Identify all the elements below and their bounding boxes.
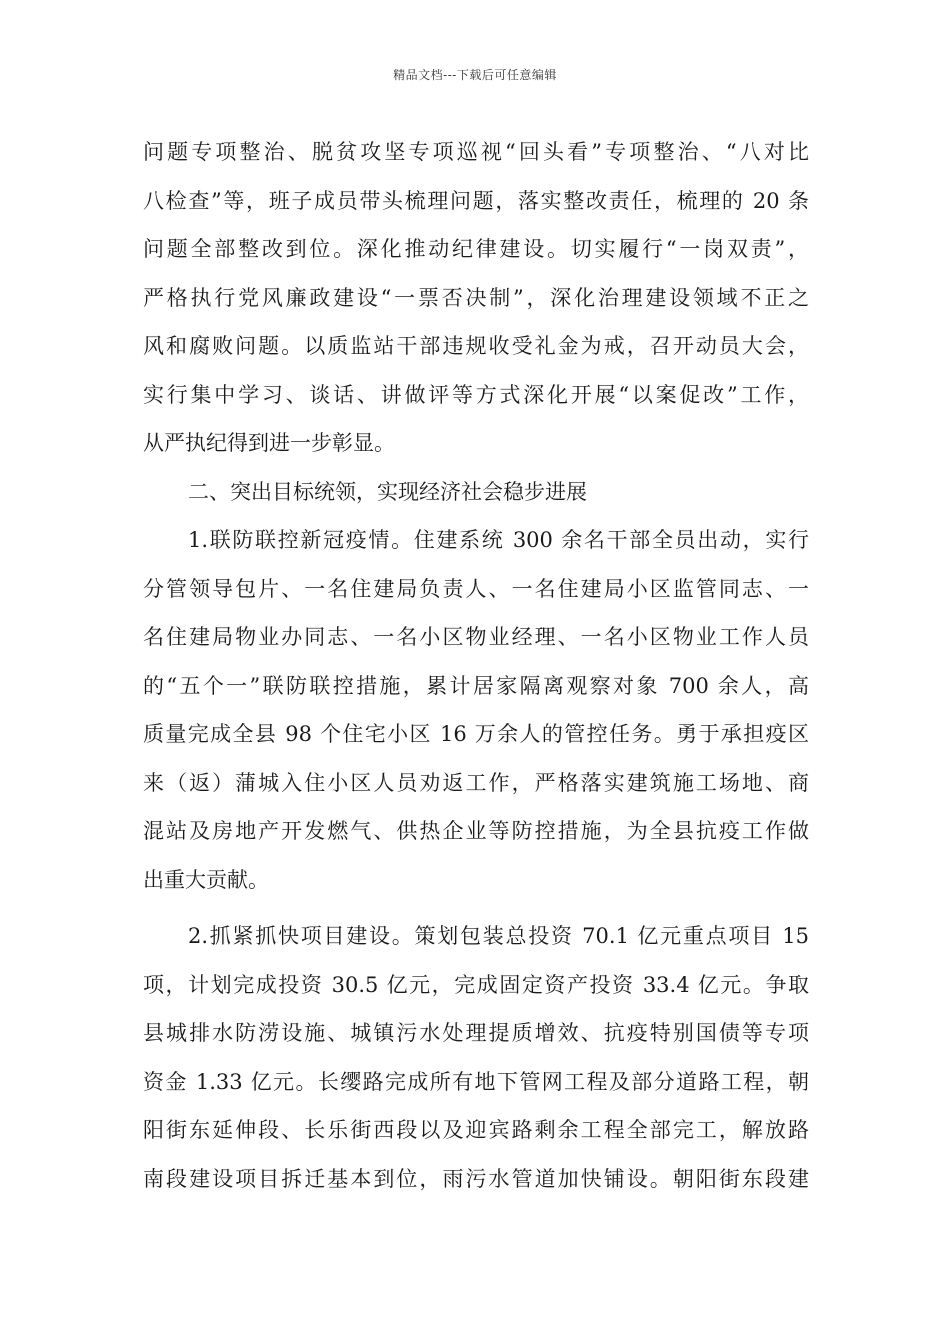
text-line: 八检查”等，班子成员带头梳理问题，落实整改责任，梳理的 20 条	[143, 188, 809, 213]
text-line: 1.联防联控新冠疫情。住建系统 300 余名干部全员出动，实行	[188, 528, 809, 552]
paragraph	[143, 516, 809, 904]
text-line: 出重大贡献。	[143, 867, 269, 892]
text-line: 严格执行党风廉政建设“一票否决制”，深化治理建设领域不正之	[143, 285, 809, 310]
text-line: 质量完成全县 98 个住宅小区 16 万余人的管控任务。勇于承担疫区	[143, 722, 809, 746]
section-heading	[143, 468, 809, 517]
paragraph-spacer	[143, 904, 809, 912]
paragraph	[143, 128, 809, 468]
text-line: 来（返）蒲城入住小区人员劝返工作，严格落实建筑施工场地、商	[143, 770, 809, 795]
document-body	[143, 128, 809, 1203]
page-header: 精品文档---下载后可任意编辑	[393, 68, 557, 82]
text-line: 的“五个一”联防联控措施，累计居家隔离观察对象 700 余人，高	[143, 673, 809, 698]
text-line: 混站及房地产开发燃气、供热企业等防控措施，为全县抗疫工作做	[143, 819, 809, 843]
text-line: 名住建局物业办同志、一名小区物业经理、一名小区物业工作人员	[143, 625, 809, 649]
heading-line: 二、突出目标统领，实现经济社会稳步进展	[188, 479, 587, 504]
text-line: 阳街东延伸段、长乐街西段以及迎宾路剩余工程全部完工，解放路	[143, 1118, 809, 1142]
paragraph	[143, 912, 809, 1203]
text-line: 实行集中学习、谈话、讲做评等方式深化开展“以案促改”工作，	[143, 382, 809, 407]
text-line: 从严执纪得到进一步彰显。	[143, 431, 395, 455]
text-line: 资金 1.33 亿元。长缨路完成所有地下管网工程及部分道路工程，朝	[143, 1069, 809, 1094]
text-line: 县城排水防涝设施、城镇污水处理提质增效、抗疫特别国债等专项	[143, 1021, 809, 1045]
text-line: 2.抓紧抓快项目建设。策划包装总投资 70.1 亿元重点项目 15	[188, 924, 809, 948]
text-line: 问题全部整改到位。深化推动纪律建设。切实履行“一岗双责”，	[143, 237, 809, 261]
text-line: 风和腐败问题。以质监站干部违规收受礼金为戒，召开动员大会，	[143, 334, 809, 358]
text-line: 项，计划完成投资 30.5 亿元，完成固定资产投资 33.4 亿元。争取	[143, 972, 809, 997]
text-line: 分管领导包片、一名住建局负责人、一名住建局小区监管同志、一	[143, 576, 809, 601]
text-line: 南段建设项目拆迁基本到位，雨污水管道加快铺设。朝阳街东段建	[143, 1166, 809, 1191]
text-line: 问题专项整治、脱贫攻坚专项巡视“回头看”专项整治、“八对比	[143, 140, 809, 164]
